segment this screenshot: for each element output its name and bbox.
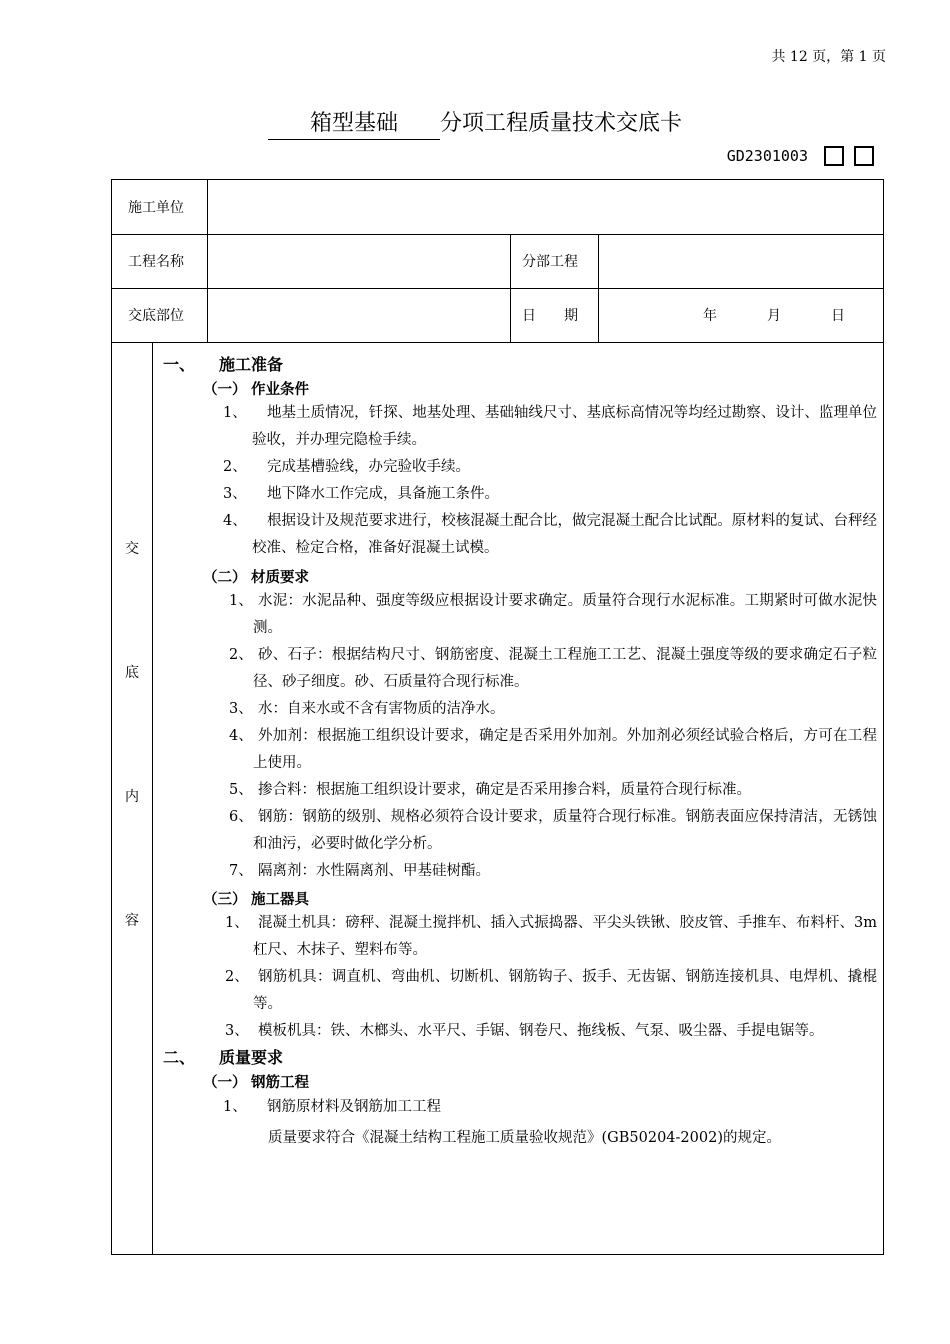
section-heading [163, 352, 283, 375]
side-char: 交 [125, 541, 139, 557]
item-text: 地基土质情况，钎探、地基处理、基础轴线尺寸、基底标高情况等均经过勘察、设计、监理单位验收，并办理完隐检手续。 [252, 405, 877, 448]
divider [510, 234, 511, 288]
form-frame [111, 179, 884, 1255]
row-project [112, 234, 883, 289]
list-item [153, 696, 877, 723]
item-number: 2、 [223, 459, 247, 475]
document-title [0, 106, 950, 140]
item-text: 掺合料：根据施工组织设计要求，确定是否采用掺合料，质量符合现行标准。 [258, 782, 751, 798]
subsection-title: 施工器具 [251, 892, 309, 908]
item-number: 6、 [229, 809, 253, 825]
checkbox-1[interactable] [824, 146, 844, 166]
row-unit [112, 180, 883, 235]
list-item [153, 964, 877, 1017]
list-item [153, 454, 877, 481]
content-body [153, 342, 883, 1254]
document-code: GD2301003 [726, 147, 808, 165]
item-number: 7、 [229, 863, 253, 879]
subsection-title: 钢筋工程 [251, 1075, 309, 1091]
date-day: 日 [831, 308, 845, 324]
date-field[interactable] [599, 288, 883, 342]
list-item [153, 481, 877, 508]
item-number: 3、 [229, 701, 253, 717]
item-number: 1、 [223, 405, 247, 421]
division-field[interactable] [599, 234, 883, 288]
subsection-heading [203, 1071, 309, 1092]
project-label: 工程名称 [128, 254, 184, 270]
date-month: 月 [767, 308, 781, 324]
side-char: 内 [125, 789, 139, 805]
item-text: 模板机具：铁、木榔头、水平尺、手锯、钢卷尺、拖线板、气泵、吸尘器、手提电锯等。 [258, 1023, 824, 1039]
page-count: 共 12 页，第 1 页 [771, 49, 886, 65]
item-number: 5、 [229, 782, 253, 798]
item-text: 外加剂：根据施工组织设计要求，确定是否采用外加剂。外加剂必须经试验合格后，方可在工程上使用。 [253, 728, 877, 771]
item-text: 砂、石子：根据结构尺寸、钢筋密度、混凝土工程施工工艺、混凝土强度等级的要求确定石子粒径、砂子细度。砂、石质量符合现行标准。 [253, 647, 877, 690]
list-item [153, 804, 877, 857]
item-number: 1、 [229, 593, 253, 609]
section-heading [163, 1045, 283, 1068]
section-title: 质量要求 [219, 1048, 284, 1067]
item-number: 2、 [225, 969, 249, 985]
list-item [153, 400, 877, 453]
list-item [153, 1018, 877, 1045]
checkbox-2[interactable] [854, 146, 874, 166]
item-text: 钢筋：钢筋的级别、规格必须符合设计要求，质量符合现行标准。钢筋表面应保持清洁，无锈蚀和油污，必要时做化学分析。 [253, 809, 877, 852]
item-number: 1、 [225, 915, 249, 931]
title-rest: 分项工程质量技术交底卡 [439, 111, 682, 136]
location-field[interactable] [208, 288, 510, 342]
subsection-number: （二） [203, 570, 247, 586]
code-row [727, 146, 874, 166]
item-text: 隔离剂：水性隔离剂、甲基硅树酯。 [258, 863, 490, 879]
subsection-number: （三） [203, 892, 247, 908]
subsection-title: 材质要求 [251, 570, 309, 586]
item-number: 3、 [223, 486, 247, 502]
item-text: 完成基槽验线，办完验收手续。 [267, 459, 470, 475]
item-text: 根据设计及规范要求进行，校核混凝土配合比，做完混凝土配合比试配。原材料的复试、台秤经校准、检定合格，准备好混凝土试模。 [252, 513, 877, 556]
subsection-number: （一） [203, 382, 247, 398]
item-text: 钢筋机具：调直机、弯曲机、切断机、钢筋钩子、扳手、无齿锯、钢筋连接机具、电焊机、撬棍等。 [253, 969, 877, 1012]
side-char: 容 [125, 913, 139, 929]
unit-label: 施工单位 [128, 200, 184, 216]
row-location [112, 288, 883, 343]
list-item [153, 508, 877, 561]
list-item [153, 723, 877, 776]
section-number: 二、 [163, 1048, 196, 1067]
item-number: 4、 [223, 513, 247, 529]
date-label: 日 期 [522, 308, 578, 324]
subsection-heading [203, 888, 309, 909]
item-text: 水泥：水泥品种、强度等级应根据设计要求确定。质量符合现行水泥标准。工期紧时可做水泥快测。 [253, 593, 877, 636]
section-number: 一、 [163, 355, 196, 374]
list-item [153, 777, 877, 804]
date-year: 年 [703, 308, 717, 324]
subsection-number: （一） [203, 1075, 247, 1091]
item-number: 1、 [223, 1099, 247, 1115]
list-item [153, 588, 877, 641]
list-item [153, 1094, 877, 1121]
unit-field[interactable] [208, 180, 883, 234]
item-text: 钢筋原材料及钢筋加工工程 [267, 1099, 441, 1115]
subsection-heading [203, 378, 309, 399]
division-label: 分部工程 [522, 254, 578, 270]
project-field[interactable] [208, 234, 510, 288]
subsection-title: 作业条件 [251, 382, 309, 398]
section-title: 施工准备 [219, 355, 284, 374]
item-text: 混凝土机具：磅秤、混凝土搅拌机、插入式振捣器、平尖头铁锹、胶皮管、手推车、布料杆、3m杠尺、木抹子、塑料布等。 [253, 915, 877, 958]
item-text: 水：自来水或不含有害物质的洁净水。 [258, 701, 505, 717]
item-number: 4、 [229, 728, 253, 744]
item-number: 2、 [229, 647, 253, 663]
location-label: 交底部位 [128, 308, 184, 324]
content-area [112, 342, 883, 1254]
divider [510, 288, 511, 342]
side-char: 底 [125, 665, 139, 681]
list-item [153, 910, 877, 963]
subsection-heading [203, 566, 309, 587]
item-number: 3、 [225, 1023, 249, 1039]
title-subject[interactable]: 箱型基础 [268, 106, 440, 140]
list-item [153, 858, 877, 885]
item-text: 地下降水工作完成，具备施工条件。 [267, 486, 499, 502]
quality-note: 质量要求符合《混凝土结构工程施工质量验收规范》(GB50204-2002)的规定。 [268, 1130, 781, 1146]
side-label [112, 342, 153, 1254]
list-item [153, 642, 877, 695]
